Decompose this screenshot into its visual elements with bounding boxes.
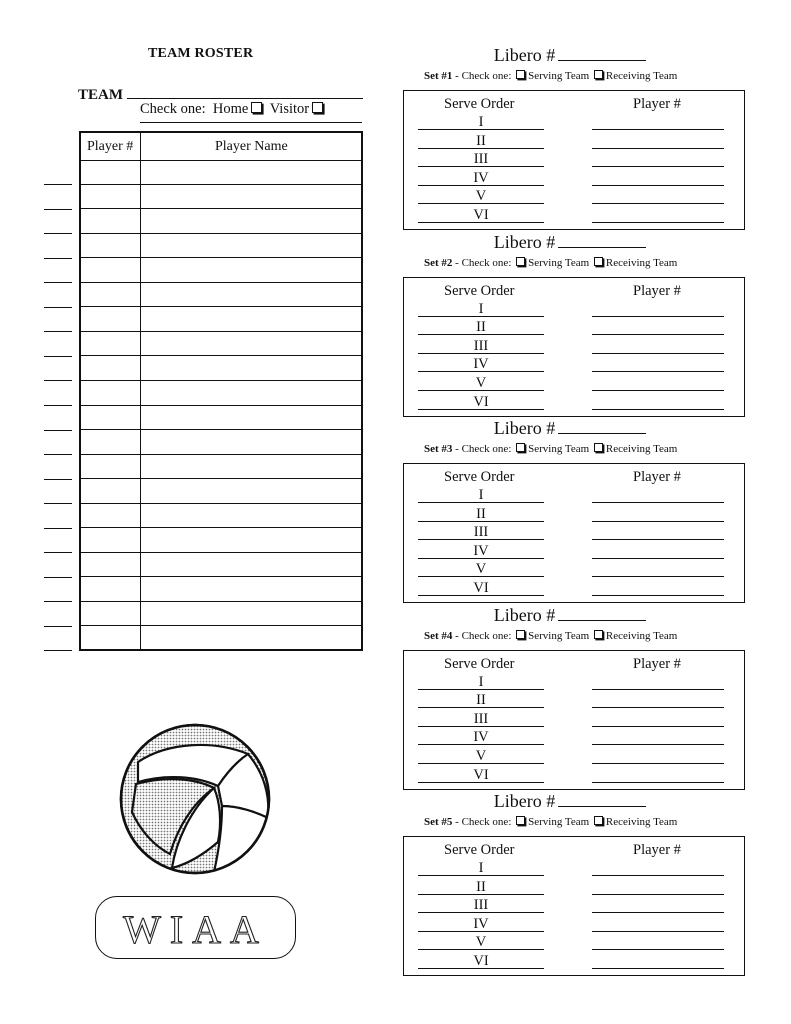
side-line	[44, 503, 72, 504]
side-line	[44, 479, 72, 480]
serve-order-line[interactable]	[418, 222, 544, 223]
serve-order-header: Serve Order	[444, 96, 515, 112]
roster-row[interactable]	[81, 331, 361, 332]
serve-order-number: III	[473, 524, 489, 541]
receiving-team-label: Receiving Team	[605, 70, 678, 82]
serving-team-label: Serving Team	[528, 443, 590, 455]
serving-team-label: Serving Team	[528, 70, 590, 82]
set-label: Set #2	[424, 256, 453, 269]
serve-order-line[interactable]	[418, 521, 544, 522]
side-line	[44, 331, 72, 332]
libero-label: Libero #	[493, 791, 556, 811]
serve-order-number: II	[476, 692, 486, 709]
serve-order-number: V	[475, 374, 487, 391]
serve-order-line[interactable]	[418, 576, 544, 577]
serve-order-line[interactable]	[418, 558, 544, 559]
side-line	[44, 380, 72, 381]
serve-order-number: II	[476, 878, 486, 895]
roster-row[interactable]	[81, 257, 361, 258]
libero-line	[558, 417, 646, 434]
side-line	[44, 552, 72, 553]
player-name-header: Player Name	[215, 139, 288, 154]
serve-order-number: I	[478, 300, 484, 317]
libero-label: Libero #	[493, 45, 556, 65]
roster-row[interactable]	[81, 527, 361, 528]
libero-field[interactable]	[420, 44, 720, 66]
serve-order-line[interactable]	[418, 726, 544, 727]
player-number-header: Player #	[633, 655, 681, 672]
set-lineup-box	[403, 836, 745, 976]
libero-line	[558, 44, 646, 61]
libero-line	[558, 231, 646, 248]
player-number-line[interactable]	[592, 521, 724, 522]
serve-order-number: II	[476, 132, 486, 149]
libero-label: Libero #	[493, 231, 556, 252]
player-number-line[interactable]	[592, 371, 724, 372]
roster-header	[81, 133, 361, 161]
serve-order-number: III	[473, 151, 489, 168]
serve-order-header: Serve Order	[444, 282, 515, 299]
serve-order-number: II	[476, 319, 486, 336]
serve-order-number: VI	[473, 207, 489, 223]
serve-order-number: IV	[473, 169, 489, 186]
home-label: Home	[212, 101, 249, 117]
set-label: Set #3	[424, 443, 453, 455]
side-line	[44, 282, 72, 283]
roster-row[interactable]	[81, 355, 361, 356]
libero-field[interactable]	[420, 790, 720, 812]
serve-order-number: VI	[473, 953, 489, 969]
serve-order-number: V	[475, 934, 487, 951]
libero-line	[558, 790, 646, 807]
player-number-line[interactable]	[592, 203, 724, 204]
side-line	[44, 405, 72, 406]
check-one-text: - Check one:	[452, 629, 515, 642]
serve-order-line[interactable]	[418, 353, 544, 354]
side-line	[44, 454, 72, 455]
team-label: TEAM	[78, 87, 123, 103]
receiving-team-checkbox[interactable]	[594, 70, 603, 79]
set-label: Set #1	[424, 70, 453, 82]
player-number-line[interactable]	[592, 334, 724, 335]
set-check-line	[424, 70, 677, 82]
volleyball-icon	[118, 722, 272, 876]
serve-order-number: VI	[473, 766, 489, 783]
player-number-line[interactable]	[592, 166, 724, 167]
player-number-line[interactable]	[592, 316, 724, 317]
serve-order-number: VI	[473, 580, 489, 596]
side-line	[44, 233, 72, 234]
player-number-header: Player #	[633, 469, 681, 485]
wiaa-logo	[95, 896, 296, 959]
roster-row[interactable]	[81, 429, 361, 430]
set-label: Set #4	[424, 629, 453, 642]
serve-order-line[interactable]	[418, 390, 544, 391]
serve-order-number: IV	[473, 356, 489, 373]
roster-row[interactable]	[81, 601, 361, 602]
serve-order-number: IV	[473, 542, 489, 559]
serve-order-line[interactable]	[418, 744, 544, 745]
player-number-line[interactable]	[592, 782, 724, 783]
player-number-line[interactable]	[592, 894, 724, 895]
set-check-line	[424, 816, 677, 828]
home-visitor-choice	[140, 101, 327, 118]
roster-row[interactable]	[81, 184, 361, 185]
player-number-line[interactable]	[592, 148, 724, 149]
serve-order-line[interactable]	[418, 316, 544, 317]
serve-order-line[interactable]	[418, 689, 544, 690]
side-line	[44, 528, 72, 529]
serve-order-number: III	[473, 337, 489, 354]
serving-team-checkbox[interactable]	[516, 630, 525, 639]
roster-row[interactable]	[81, 233, 361, 234]
roster-row[interactable]	[81, 380, 361, 381]
player-number-line[interactable]	[592, 222, 724, 223]
check-one-underline	[140, 122, 362, 123]
serve-order-line[interactable]	[418, 502, 544, 503]
player-number-line[interactable]	[592, 744, 724, 745]
roster-row[interactable]	[81, 503, 361, 504]
receiving-team-label: Receiving Team	[605, 256, 678, 269]
serve-order-number: V	[475, 188, 487, 205]
wiaa-logo-text: WIAA	[123, 907, 268, 952]
serve-order-line[interactable]	[418, 782, 544, 783]
serve-order-number: I	[478, 114, 484, 130]
roster-row[interactable]	[81, 576, 361, 577]
serve-order-line[interactable]	[418, 707, 544, 708]
serve-order-line[interactable]	[418, 912, 544, 913]
player-number-header: Player #	[633, 282, 681, 299]
roster-table	[79, 131, 363, 651]
libero-field[interactable]	[420, 231, 720, 253]
serve-order-line[interactable]	[418, 539, 544, 540]
roster-row[interactable]	[81, 405, 361, 406]
roster-row[interactable]	[81, 454, 361, 455]
roster-row[interactable]	[81, 208, 361, 209]
serve-order-line[interactable]	[418, 129, 544, 130]
libero-label: Libero #	[493, 604, 556, 625]
serve-order-number: IV	[473, 729, 489, 746]
serving-team-checkbox[interactable]	[516, 816, 525, 825]
player-number-line[interactable]	[592, 726, 724, 727]
side-line	[44, 356, 72, 357]
set-check-line	[424, 630, 677, 642]
set-lineup-box	[403, 277, 745, 417]
player-number-line[interactable]	[592, 931, 724, 932]
home-checkbox[interactable]	[251, 102, 262, 113]
serve-order-line[interactable]	[418, 166, 544, 167]
receiving-team-checkbox[interactable]	[594, 630, 603, 639]
set-check-line	[424, 257, 677, 269]
serve-order-line[interactable]	[418, 148, 544, 149]
serve-order-number: VI	[473, 393, 489, 410]
serve-order-line[interactable]	[418, 931, 544, 932]
roster-row[interactable]	[81, 552, 361, 553]
side-line	[44, 601, 72, 602]
libero-label: Libero #	[493, 418, 556, 438]
player-number-line[interactable]	[592, 390, 724, 391]
check-one-label: Check one:	[140, 101, 206, 117]
check-one-text: - Check one:	[452, 70, 515, 82]
serve-order-number: III	[473, 710, 489, 727]
visitor-label: Visitor	[269, 101, 310, 117]
check-one-text: - Check one:	[452, 443, 515, 455]
serving-team-label: Serving Team	[528, 629, 590, 642]
serve-order-line[interactable]	[418, 949, 544, 950]
check-one-text: - Check one:	[452, 816, 515, 828]
player-number-line[interactable]	[592, 129, 724, 130]
set-lineup-box	[403, 90, 745, 230]
serve-order-header: Serve Order	[444, 842, 515, 858]
player-number-line[interactable]	[592, 595, 724, 596]
roster-row[interactable]	[81, 306, 361, 307]
set-label: Set #5	[424, 816, 453, 828]
serve-order-line[interactable]	[418, 894, 544, 895]
serving-team-label: Serving Team	[528, 816, 590, 828]
player-number-line[interactable]	[592, 707, 724, 708]
side-line	[44, 626, 72, 627]
side-line	[44, 258, 72, 259]
player-number-line[interactable]	[592, 968, 724, 969]
set-lineup-box	[403, 463, 745, 603]
receiving-team-label: Receiving Team	[605, 443, 678, 455]
player-number-header: Player #	[633, 842, 681, 858]
libero-line	[558, 604, 646, 621]
serving-team-checkbox[interactable]	[516, 443, 525, 452]
receiving-team-label: Receiving Team	[605, 816, 678, 828]
serve-order-number: III	[473, 897, 489, 914]
player-number-line[interactable]	[592, 502, 724, 503]
serve-order-number: I	[478, 673, 484, 690]
player-number-line[interactable]	[592, 763, 724, 764]
libero-field[interactable]	[420, 417, 720, 439]
serve-order-number: IV	[473, 915, 489, 932]
side-line	[44, 184, 72, 185]
serve-order-line[interactable]	[418, 968, 544, 969]
serving-team-checkbox[interactable]	[516, 257, 525, 266]
roster-row[interactable]	[81, 625, 361, 626]
serving-team-label: Serving Team	[528, 256, 590, 269]
player-number-line[interactable]	[592, 912, 724, 913]
receiving-team-label: Receiving Team	[605, 629, 678, 642]
side-line	[44, 209, 72, 210]
player-number-line[interactable]	[592, 949, 724, 950]
serve-order-number: I	[478, 860, 484, 876]
player-number-line[interactable]	[592, 185, 724, 186]
roster-row[interactable]	[81, 478, 361, 479]
serve-order-number: II	[476, 505, 486, 522]
receiving-team-checkbox[interactable]	[594, 443, 603, 452]
visitor-checkbox[interactable]	[312, 102, 323, 113]
serve-order-number: V	[475, 561, 487, 578]
serve-order-line[interactable]	[418, 185, 544, 186]
roster-title: TEAM ROSTER	[148, 46, 254, 61]
serve-order-number: V	[475, 747, 487, 764]
set-lineup-box	[403, 650, 745, 790]
serve-order-line[interactable]	[418, 595, 544, 596]
player-number-line[interactable]	[592, 353, 724, 354]
player-number-line[interactable]	[592, 576, 724, 577]
player-number-line[interactable]	[592, 539, 724, 540]
side-line	[44, 307, 72, 308]
serve-order-line[interactable]	[418, 763, 544, 764]
roster-row[interactable]	[81, 282, 361, 283]
serve-order-header: Serve Order	[444, 469, 515, 485]
serve-order-line[interactable]	[418, 203, 544, 204]
player-number-header: Player #	[633, 96, 681, 112]
serve-order-line[interactable]	[418, 875, 544, 876]
column-divider	[140, 133, 141, 649]
team-name-line	[127, 84, 363, 99]
serve-order-line[interactable]	[418, 371, 544, 372]
player-number-line[interactable]	[592, 689, 724, 690]
receiving-team-checkbox[interactable]	[594, 816, 603, 825]
serve-order-line[interactable]	[418, 334, 544, 335]
player-number-line[interactable]	[592, 409, 724, 410]
serving-team-checkbox[interactable]	[516, 70, 525, 79]
check-one-text: - Check one:	[452, 256, 515, 269]
libero-field[interactable]	[420, 604, 720, 626]
side-line	[44, 430, 72, 431]
player-number-line[interactable]	[592, 875, 724, 876]
side-line	[44, 577, 72, 578]
serve-order-header: Serve Order	[444, 655, 515, 672]
player-number-line[interactable]	[592, 558, 724, 559]
side-line	[44, 650, 72, 651]
player-number-header: Player #	[87, 139, 134, 154]
set-check-line	[424, 443, 677, 455]
receiving-team-checkbox[interactable]	[594, 257, 603, 266]
serve-order-number: I	[478, 487, 484, 503]
serve-order-line[interactable]	[418, 409, 544, 410]
